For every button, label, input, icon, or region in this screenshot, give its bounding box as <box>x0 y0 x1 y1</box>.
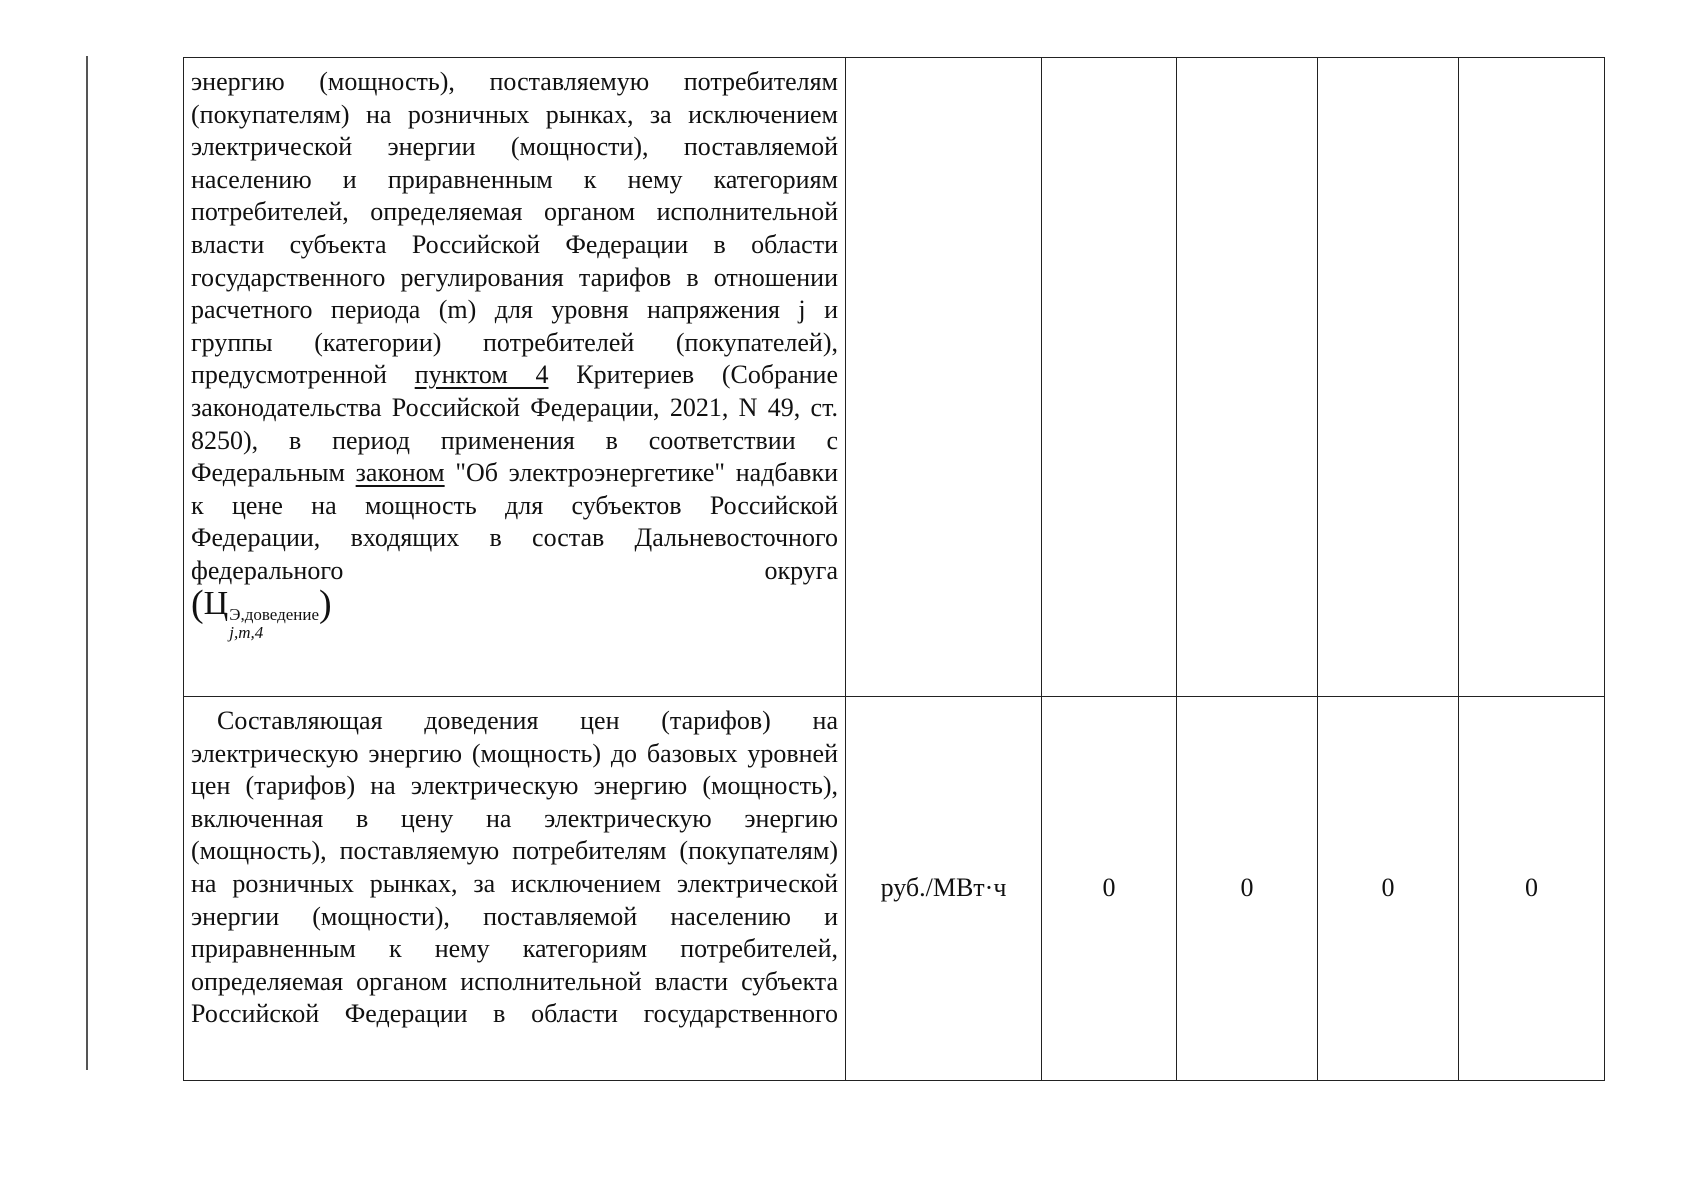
value-cell <box>1459 58 1605 697</box>
value-cell <box>1042 58 1177 697</box>
formula-subscript: j,m,4 <box>229 622 264 642</box>
table-row <box>184 697 1605 1081</box>
table-row <box>184 58 1605 697</box>
row-description: Составляющая доведения цен (тарифов) на электрическую энергию (мощность) до базовых уровней цен (тарифов) на электрическую энергию (мощность), включенная в цену на электрическую энергию (мощность), поставляемую потребителям (покупателям) на розничных рынках, за исключением электрической энергии (мощности), поставляемой населению и приравненным к нему категориям потребителей, определяемая органом исполнительной власти субъекта Российской Федерации в области государственного <box>184 697 846 1081</box>
unit-cell: руб./МВт·ч <box>846 697 1042 1081</box>
value-cell <box>1177 58 1318 697</box>
value-cell: 0 <box>1459 697 1605 1081</box>
value-cell: 0 <box>1042 697 1177 1081</box>
value-cell: 0 <box>1318 697 1459 1081</box>
value-cell <box>1318 58 1459 697</box>
description-text: энергию (мощность), поставляемую потребителям (покупателям) на розничных рынках, за исключением электрической энергии (мощности), поставляемой населению и приравненным к нему категориям потребителей, определяемая органом исполнительной власти субъекта Российской Федерации в области государственного регулирования тарифов в отношении расчетного периода (m) для уровня напряжения j и группы (категории) потребителей (покупателей), предусмотренной <box>191 67 838 390</box>
formula-close-paren: ) <box>319 582 332 625</box>
link-zakon[interactable]: законом <box>355 458 445 488</box>
row-description <box>184 58 846 697</box>
value-cell: 0 <box>1177 697 1318 1081</box>
price-formula <box>191 582 332 642</box>
formula-open-paren: ( <box>191 582 204 625</box>
link-punkt-4[interactable]: пунктом 4 <box>414 360 549 390</box>
unit-cell <box>846 58 1042 697</box>
description-text: Критериев (Собрание законодательства Российской Федерации, 2021, N 49, ст. 8250), в период применения в соответствии с Федеральным <box>191 360 838 488</box>
tariff-table <box>183 57 1605 1081</box>
formula-symbol: Ц <box>203 584 229 622</box>
description-text: "Об электроэнергетике" надбавки к цене на мощность для субъектов Российской Федерации, входящих в состав Дальневосточного федерального округа <box>191 458 838 585</box>
formula-superscript: Э,доведение <box>229 604 320 624</box>
page-margin-line <box>86 56 88 1070</box>
